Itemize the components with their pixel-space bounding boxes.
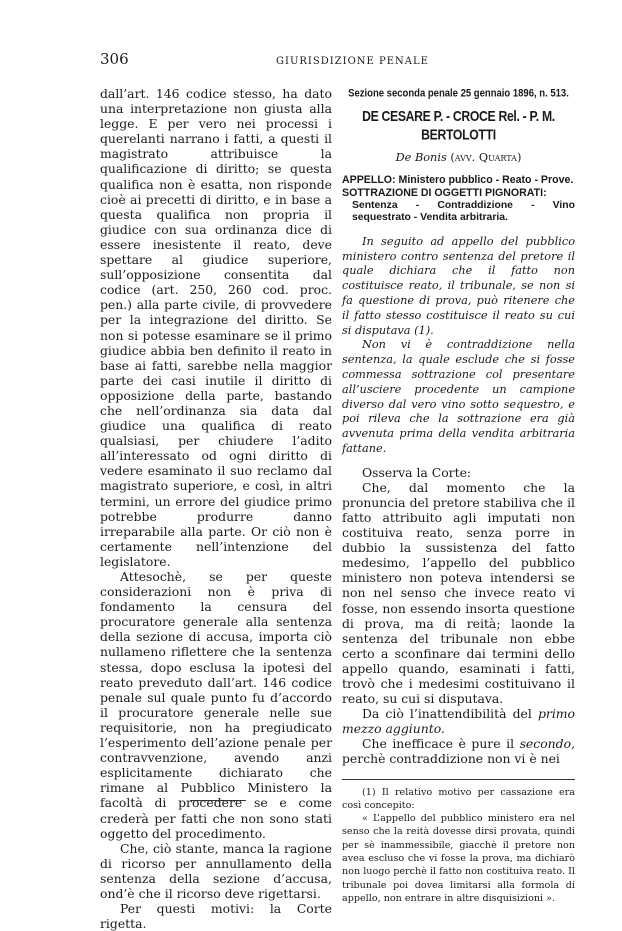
footnote-divider [342,779,575,780]
subject-line-3: Sentenza - Contraddizione - Vino sequestrato - Vendita arbitraria. [352,199,575,224]
subject-line-1: APPELLO: Ministero pubblico - Reato - Prove. [342,174,574,187]
subject-line-2: SOTTRAZIONE DI OGGETTI PIGNORATI: [342,186,547,199]
case-header: Sezione seconda penale 25 gennaio 1896, n. 513. [348,87,569,100]
party-counsel: (avv. Quarta) [450,151,522,165]
massima-2: Non vi è contraddizione nella sentenza, la quale esclude che si fosse commessa sottrazione col presentare all’usciere procedente un campione diverso dal vero vino sotto sequestro, e poi rileva che la sottrazione era già avvenuta prima della vendita arbitraria fattane. [342,338,575,455]
end-divider [190,800,246,801]
body-2-text: Da ciò l’inattendibilità del [362,706,532,722]
footnote-intro: (1) Il relativo motivo per cassazione era così concepito: [342,786,575,811]
left-column [100,86,332,931]
left-paragraph-4: Per questi motivi: la Corte rigetta. [100,901,332,931]
right-column [342,86,575,905]
osserva-heading: Osserva la Corte: [362,464,472,480]
subject-block [342,174,575,224]
left-paragraph-3: Che, ciò stante, manca la ragione di ricorso per annullamento della sentenza della sezione d’accusa, ond’è che il ricorso deve rigettarsi. [100,840,332,901]
page-number: 306 [100,50,129,68]
body-paragraph-3 [342,736,575,766]
massima-1: In seguito ad appello del pubblico ministero contro sentenza del pretore il quale dichiara che il fatto non costituisce reato, il tribunale, se non si fa questione di prova, può ritenere che il fatto stesso costituisce il reato su cui si disputava (1). [342,234,575,337]
running-header: GIURISDIZIONE PENALE [276,56,429,67]
party-line [342,150,575,165]
left-paragraph-1: dall’art. 146 codice stesso, ha dato una interpretazione non giusta alla legge. E per vero nei processi i querelanti narrano i fatti, a questi il magistrato attribuisce la qualificazione di diritto; se questa qualifica non è esatta, non risponde cioè ai precetti di diritto, e in base a questa qualifica non propria il giudice con sua ordinanza dice di essere inesistente il reato, deve spettare al giudice superiore, sull’opposizione consentita dal codice (art. 250, 260 cod. proc. pen.) alla parte civile, di provvedere per la integrazione del diritto. Se non si potesse esaminare se il primo giudice abbia ben definito il reato in base ai fatti, sarebbe nella maggior parte dei casi inutile il diritto di opposizione della parte, bastando che nell’ordinanza sia data dal giudice una qualifica di reato qualsiasi, per chiudere l’adito all’interessato od ogni diritto di vedere esaminato il suo reclamo dal magistrato superiore, e così, in altri termini, un errore del giudice primo potrebbe produrre danno irreparabile alla parte. Or ciò non è certamente nell’intenzione del legislatore. [100,86,332,569]
body-paragraph-2 [342,706,575,736]
body-paragraph-1: Che, dal momento che la pronuncia del pretore stabiliva che il fatto attribuito agli imputati non costituiva reato, senza porre in dubbio la sussistenza del fatto medesimo, l’appello del pubblico ministero non poteva intendersi se non nel senso che invece reato vi fosse, non essendo insorta questione di prova, ma di reità; laonde la sentenza del tribunale non ebbe certo a sconfinare dai termini dello appello quando, esaminati i fatti, trovò che i medesimi costituivano il reato, su cui si disputava. [342,479,575,707]
body-3-end: perchè contraddizione non vi è nei [342,751,560,767]
body-3-text: Che inefficace è pure il [362,736,515,752]
footnote-quote: « L’appello del pubblico ministero era nel senso che la reità dovesse dirsi provata, quindi per sè inammessibile, giacchè il pretore non avea escluso che vi fosse la prova, ma dichiarò non luogo perchè il fatto non costituiva reato. Il tribunale poi dovea limitarsi alla formola di appello, non entrare in altre disquisizioni ». [342,813,575,904]
left-paragraph-2: Attesochè, se per queste considerazioni non è priva di fondamento la censura del procuratore generale alla sentenza della sezione di accusa, importa ciò nullameno riflettere che la sentenza stessa, dopo esclusa la ipotesi del reato preveduto dall’art. 146 codice penale sul quale punto fu d’accordo il procuratore generale nelle sue requisitorie, non ha pregiudicato l’esperimento dell’azione penale per contravvenzione, avendo anzi esplicitamente dichiarato che rimane al Pubblico Ministero la facoltà di procedere se e come crederà per fatti che non sono stati oggetto del procedimento. [100,569,332,841]
body-3-italic: secondo, [519,736,575,752]
case-parties: DE CESARE P. - CROCE Rel. - P. M. BERTOLOTTI [362,107,555,144]
party-name: De Bonis [395,151,447,165]
body-2-italic: primo mezzo aggiunto. [342,706,575,737]
